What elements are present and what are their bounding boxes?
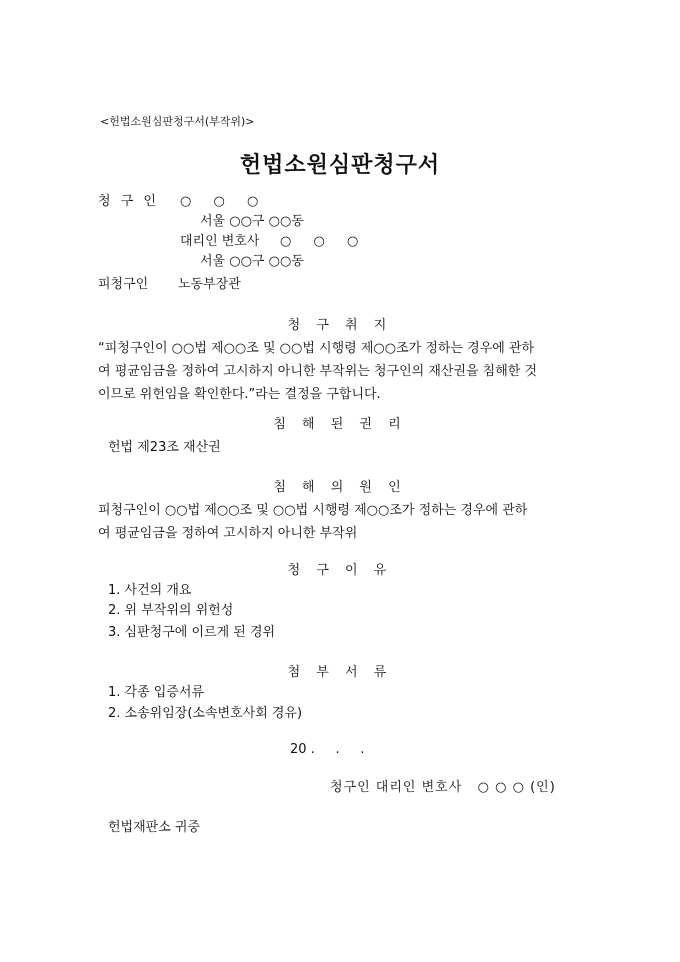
document-caption: <헌법소원심판청구서(부작위)>: [100, 115, 255, 128]
addressee: 헌법재판소 귀중: [108, 820, 201, 835]
purpose-line: 이므로 위헌임을 확인한다.”라는 결정을 구합니다.: [98, 387, 381, 402]
cause-paragraph: [98, 499, 582, 545]
attorney-label: 대리인 변호사: [180, 234, 260, 249]
purpose-line: “피청구인이 ○○법 제○○조 및 ○○법 시행령 제○○조가 정하는 경우에 관하: [98, 341, 535, 356]
respondent-label: 피청구인: [98, 277, 149, 292]
signature-line: 청구인 대리인 변호사 ○ ○ ○ (인): [330, 780, 556, 795]
document-date: 20 . . .: [290, 742, 365, 757]
document-title: 헌법소원심판청구서: [239, 153, 441, 178]
rights-text: 헌법 제23조 재산권: [108, 440, 221, 455]
attorney-name: ○ ○ ○: [280, 234, 368, 249]
attachments-item: 2. 소송위임장(소속변호사회 경유): [108, 706, 303, 721]
purpose-paragraph: [98, 337, 582, 406]
purpose-line: 여 평균임금을 정하여 고시하지 아니한 부작위는 청구인의 재산권을 침해한 것: [98, 364, 538, 379]
rights-heading: 침 해 된 권 리: [273, 417, 407, 432]
reasons-item: 1. 사건의 개요: [108, 583, 192, 598]
cause-line: 피청구인이 ○○법 제○○조 및 ○○법 시행령 제○○조가 정하는 경우에 관하: [98, 503, 528, 518]
attorney-address: 서울 ○○구 ○○동: [200, 254, 304, 269]
claimant-address: 서울 ○○구 ○○동: [200, 214, 304, 229]
reasons-item: 2. 위 부작위의 위헌성: [108, 603, 234, 618]
attachments-heading: 첨 부 서 류: [287, 665, 393, 680]
purpose-heading: 청 구 취 지: [287, 318, 393, 333]
claimant-name: ○ ○ ○: [180, 194, 268, 209]
attachments-item: 1. 각종 입증서류: [108, 685, 205, 700]
respondent-name: 노동부장관: [178, 277, 241, 292]
reasons-item: 3. 심판청구에 이르게 된 경위: [108, 625, 276, 640]
reasons-heading: 청 구 이 유: [287, 563, 393, 578]
cause-heading: 침 해 의 원 인: [273, 480, 407, 495]
claimant-label: 청 구 인: [98, 194, 159, 209]
cause-line: 여 평균임금을 정하여 고시하지 아니한 부작위: [98, 526, 358, 541]
